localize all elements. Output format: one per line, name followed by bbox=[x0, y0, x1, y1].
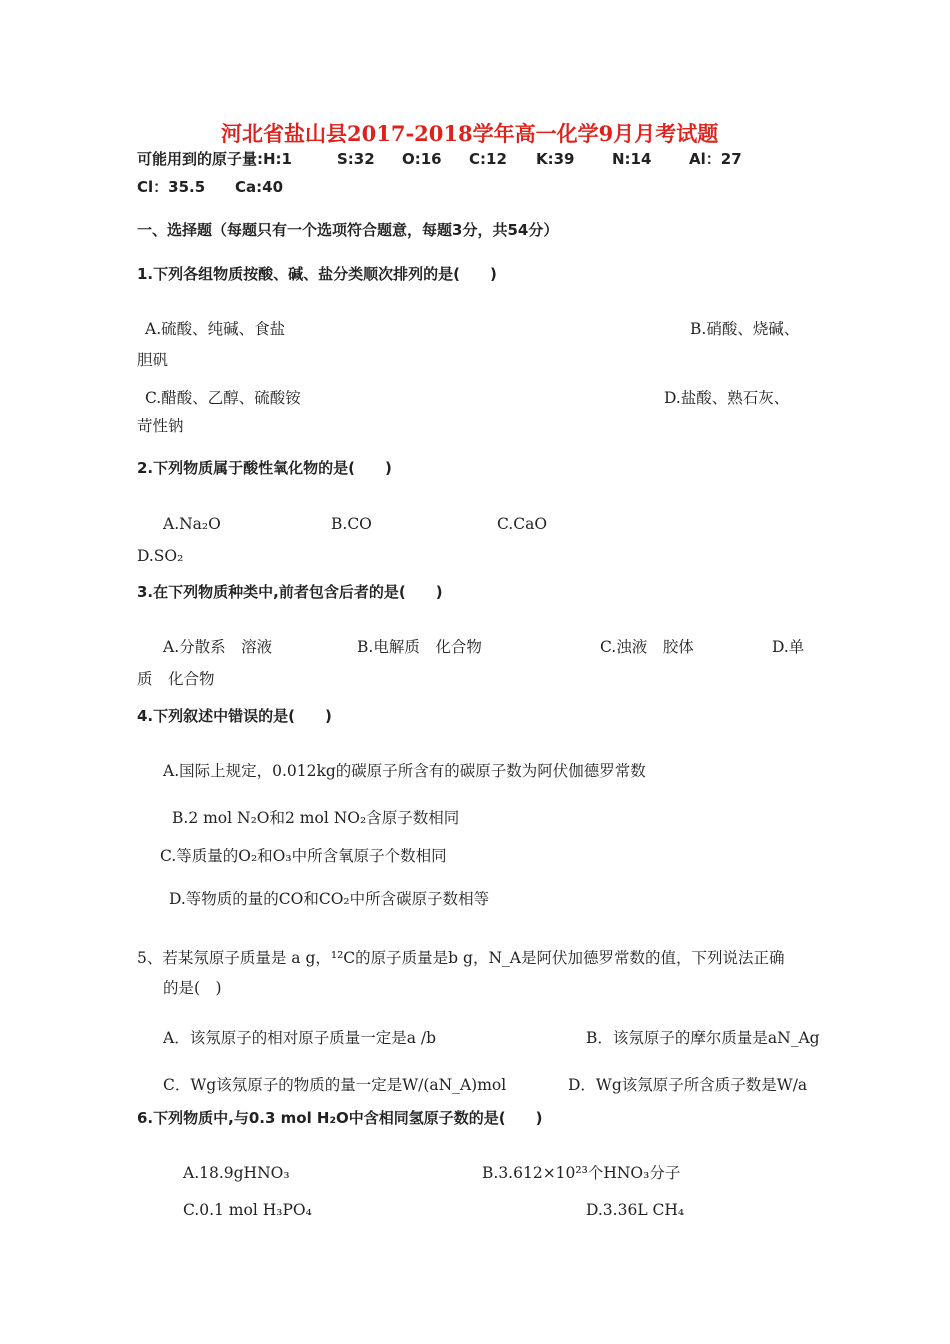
q5-option-a: A．该氖原子的相对原子质量一定是a /b bbox=[163, 1029, 437, 1047]
q1-stem: 1.下列各组物质按酸、碱、盐分类顺次排列的是( ) bbox=[137, 265, 497, 283]
atomic-mass-h: H:1 bbox=[263, 150, 292, 168]
q4-option-d: D.等物质的量的CO和CO₂中所含碳原子数相等 bbox=[169, 890, 490, 908]
q1-option-b: B.硝酸、烧碱、 bbox=[690, 320, 800, 338]
q4-option-b: B.2 mol N₂O和2 mol NO₂含原子数相同 bbox=[172, 809, 460, 827]
q2-option-b: B.CO bbox=[331, 515, 372, 533]
atomic-mass-c: C:12 bbox=[469, 150, 507, 168]
q4-option-a: A.国际上规定，0.012kg的碳原子所含有的碳原子数为阿伏伽德罗常数 bbox=[163, 762, 646, 780]
q1-option-a: A.硫酸、纯碱、食盐 bbox=[145, 320, 286, 338]
page-title: 河北省盐山县2017-2018学年高一化学9月月考试题 bbox=[221, 121, 719, 146]
atomic-mass-ca: Ca:40 bbox=[235, 178, 284, 196]
q5-stem: 5、若某氖原子质量是 a g，¹²C的原子质量是b g，N_A是阿伏加德罗常数的值，下列说法正确 bbox=[137, 949, 785, 967]
q2-stem: 2.下列物质属于酸性氧化物的是( ) bbox=[137, 459, 392, 477]
q1-option-d-cont: 苛性钠 bbox=[137, 417, 184, 435]
section-heading: 一、选择题（每题只有一个选项符合题意，每题3分，共54分） bbox=[137, 221, 559, 239]
q5-option-b: B．该氖原子的摩尔质量是aN_Ag bbox=[586, 1029, 820, 1047]
q6-stem: 6.下列物质中,与0.3 mol H₂O中含相同氢原子数的是( ) bbox=[137, 1109, 543, 1127]
atomic-mass-k: K:39 bbox=[536, 150, 575, 168]
q2-option-c: C.CaO bbox=[497, 515, 548, 533]
q2-option-a: A.Na₂O bbox=[163, 515, 221, 533]
atomic-mass-o: O:16 bbox=[402, 150, 442, 168]
q4-stem: 4.下列叙述中错误的是( ) bbox=[137, 707, 332, 725]
q3-option-d: D.单 bbox=[772, 638, 805, 656]
q3-option-c: C.浊液 胶体 bbox=[600, 638, 694, 656]
q6-option-d: D.3.36L CH₄ bbox=[586, 1201, 685, 1219]
atomic-mass-n: N:14 bbox=[612, 150, 652, 168]
atomic-mass-al: Al：27 bbox=[689, 150, 742, 168]
q1-option-d: D.盐酸、熟石灰、 bbox=[664, 389, 790, 407]
q6-option-c: C.0.1 mol H₃PO₄ bbox=[183, 1201, 312, 1219]
q6-option-a: A.18.9gHNO₃ bbox=[183, 1164, 290, 1182]
q2-option-d: D.SO₂ bbox=[137, 547, 184, 565]
atomic-mass-s: S:32 bbox=[337, 150, 375, 168]
q1-option-b-cont: 胆矾 bbox=[137, 351, 169, 369]
q3-option-d-cont: 质 化合物 bbox=[137, 670, 215, 688]
q6-option-b: B.3.612×10²³个HNO₃分子 bbox=[482, 1164, 681, 1182]
q5-option-d: D．Wg该氖原子所含质子数是W/a bbox=[568, 1076, 808, 1094]
q3-option-a: A.分散系 溶液 bbox=[163, 638, 273, 656]
q5-option-c: C．Wg该氖原子的物质的量一定是W/(aN_A)mol bbox=[163, 1076, 507, 1094]
q1-option-c: C.醋酸、乙醇、硫酸铵 bbox=[145, 389, 301, 407]
atomic-masses-label: 可能用到的原子量: bbox=[137, 150, 263, 168]
atomic-mass-cl: Cl：35.5 bbox=[137, 178, 206, 196]
q3-stem: 3.在下列物质种类中,前者包含后者的是( ) bbox=[137, 583, 443, 601]
q5-stem-cont: 的是( ) bbox=[163, 979, 222, 997]
q4-option-c: C.等质量的O₂和O₃中所含氧原子个数相同 bbox=[160, 847, 447, 865]
q3-option-b: B.电解质 化合物 bbox=[357, 638, 482, 656]
atomic-masses-line-1 bbox=[137, 149, 292, 169]
